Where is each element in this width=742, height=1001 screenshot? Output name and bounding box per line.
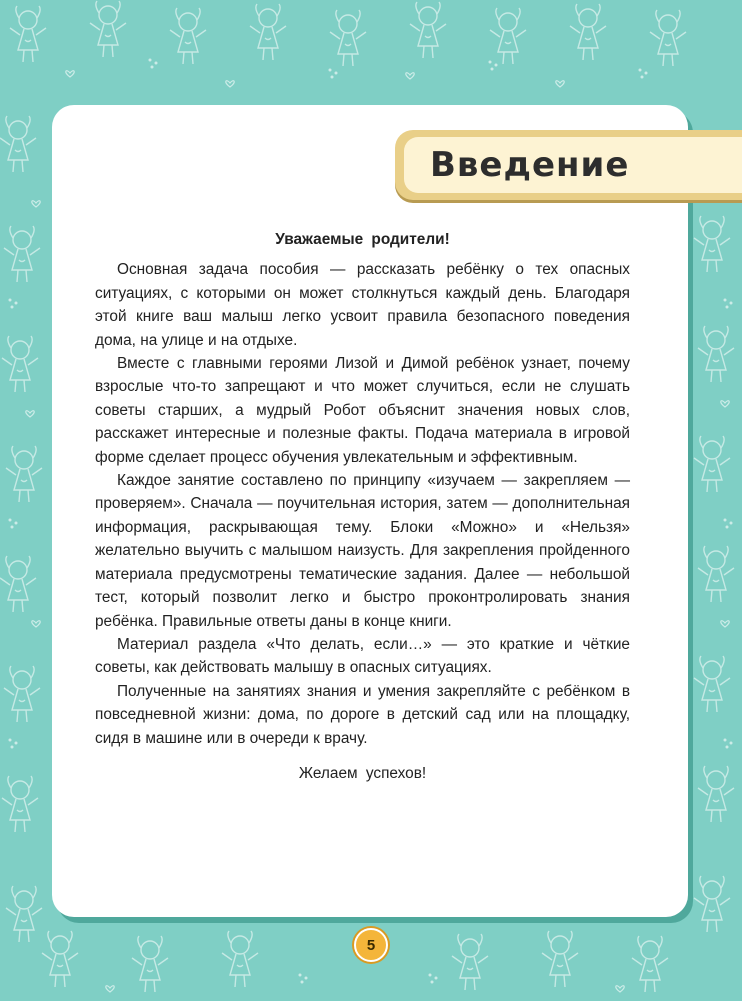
- article-body: [95, 228, 630, 785]
- greeting-heading: Уважаемые родители!: [275, 231, 450, 248]
- paragraph: Каждое занятие составлено по принципу «изучаем — закрепляем — проверяем». Сначала — поучительная история, затем — дополнительная информация, раскрывающая тему. Блоки «Можно» и «Нельзя» желательно выучить с малышом наизусть. Для закрепления пройденного материала предусмотрены тематические задания. Далее — небольшой тест, который позволит легко и быстро проконтролировать знания ребёнка. Правильные ответы даны в конце книги.: [95, 472, 630, 630]
- page-number: 5: [366, 936, 376, 954]
- paragraph: Полученные на занятиях знания и умения закрепляйте с ребёнком в повседневной жизни: дома, по дороге в детский сад или на площадку, сидя в машине или в очереди к врачу.: [95, 682, 630, 747]
- title-plate: [404, 137, 742, 193]
- page-title: Введение: [430, 145, 630, 185]
- paragraph: Основная задача пособия — рассказать ребёнку о тех опасных ситуациях, с которыми он может столкнуться каждый день. Благодаря этой книге ваш малыш легко усвоит правила безопасного поведения дома, на улице и на отдыхе.: [95, 261, 630, 349]
- paragraph: Вместе с главными героями Лизой и Димой ребёнок узнает, почему взрослые что-то запрещают и что может случиться, если не слушать советы старших, а мудрый Робот объяснит значения новых слов, расскажет интересные и полезные факты. Подача материала в игровой форме сделает процесс обучения увлекательным и эффективным.: [95, 355, 630, 466]
- page-number-badge: [354, 928, 388, 962]
- closing-line: Желаем успехов!: [298, 764, 427, 782]
- paragraph: Материал раздела «Что делать, если…» — это краткие и чёткие советы, как действовать малышу в опасных ситуациях.: [95, 635, 630, 677]
